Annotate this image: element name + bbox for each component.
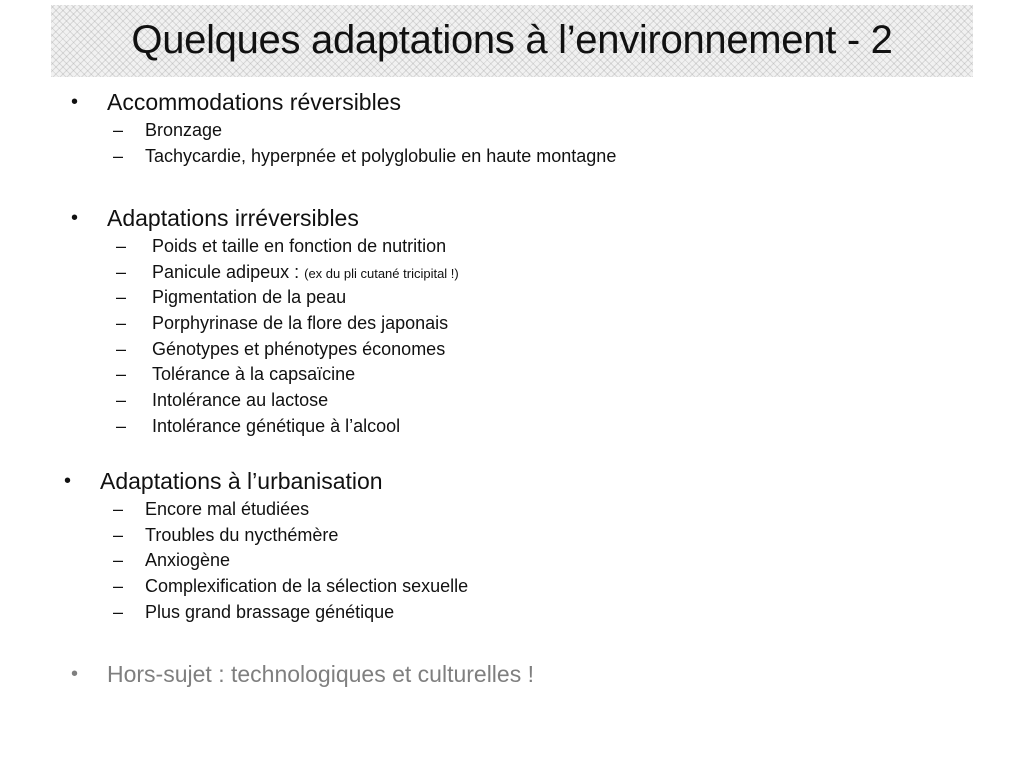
list-item-label: Intolérance génétique à l’alcool bbox=[152, 416, 401, 436]
list-item-label: Génotypes et phénotypes économes bbox=[152, 339, 446, 359]
dash: – bbox=[113, 525, 124, 545]
section-heading-label: Hors-sujet : technologiques et culturelles ! bbox=[107, 661, 534, 687]
list-item-label: Porphyrinase de la flore des japonais bbox=[152, 313, 449, 333]
list-item bbox=[116, 415, 401, 437]
bullet: • bbox=[71, 663, 79, 685]
dash: – bbox=[116, 390, 127, 410]
list-item bbox=[116, 235, 447, 257]
list-item bbox=[116, 261, 459, 285]
list-item bbox=[113, 524, 339, 546]
dash: – bbox=[116, 287, 127, 307]
dash: – bbox=[113, 576, 124, 596]
dash: – bbox=[116, 313, 127, 333]
section-heading-label: Adaptations à l’urbanisation bbox=[100, 468, 383, 494]
section-heading-label: Accommodations réversibles bbox=[107, 89, 402, 115]
list-item-label: Encore mal étudiées bbox=[145, 499, 310, 519]
list-item bbox=[113, 119, 223, 141]
section-heading-adaptations-irreversibles bbox=[71, 204, 359, 232]
list-item-label: Troubles du nycthémère bbox=[145, 525, 339, 545]
section-heading-urbanisation bbox=[64, 467, 383, 495]
section-heading-hors-sujet bbox=[71, 660, 534, 688]
list-item bbox=[116, 338, 446, 360]
dash: – bbox=[113, 499, 124, 519]
dash: – bbox=[116, 364, 127, 384]
section-heading-accommodations bbox=[71, 88, 402, 116]
bullet: • bbox=[71, 91, 79, 113]
list-item bbox=[116, 363, 356, 385]
list-item bbox=[116, 286, 347, 308]
list-item-label: Bronzage bbox=[145, 120, 223, 140]
slide-title: Quelques adaptations à l’environnement - 2 bbox=[131, 18, 893, 62]
dash: – bbox=[116, 236, 127, 256]
dash: – bbox=[116, 416, 127, 436]
dash: – bbox=[113, 120, 124, 140]
list-item bbox=[113, 601, 395, 623]
list-item-label: Complexification de la sélection sexuelle bbox=[145, 576, 469, 596]
dash: – bbox=[116, 262, 127, 282]
list-item-label: Pigmentation de la peau bbox=[152, 287, 347, 307]
list-item-label: Plus grand brassage génétique bbox=[145, 602, 395, 622]
list-item-label: Tachycardie, hyperpnée et polyglobulie en haute montagne bbox=[145, 146, 617, 166]
list-item-label: Panicule adipeux : bbox=[152, 262, 300, 282]
list-item bbox=[113, 145, 617, 167]
list-item-label: Intolérance au lactose bbox=[152, 390, 329, 410]
list-item bbox=[113, 575, 469, 597]
dash: – bbox=[113, 602, 124, 622]
list-item-label: Poids et taille en fonction de nutrition bbox=[152, 236, 447, 256]
dash: – bbox=[116, 339, 127, 359]
dash: – bbox=[113, 146, 124, 166]
bullet: • bbox=[64, 470, 72, 492]
list-item-label: Anxiogène bbox=[145, 550, 231, 570]
list-item bbox=[113, 549, 231, 571]
list-item bbox=[113, 498, 310, 520]
list-item-label: Tolérance à la capsaïcine bbox=[152, 364, 356, 384]
section-heading-label: Adaptations irréversibles bbox=[107, 205, 359, 231]
list-item bbox=[116, 312, 449, 334]
bullet: • bbox=[71, 207, 79, 229]
list-item-note: (ex du pli cutané tricipital !) bbox=[304, 266, 459, 281]
dash: – bbox=[113, 550, 124, 570]
list-item bbox=[116, 389, 329, 411]
